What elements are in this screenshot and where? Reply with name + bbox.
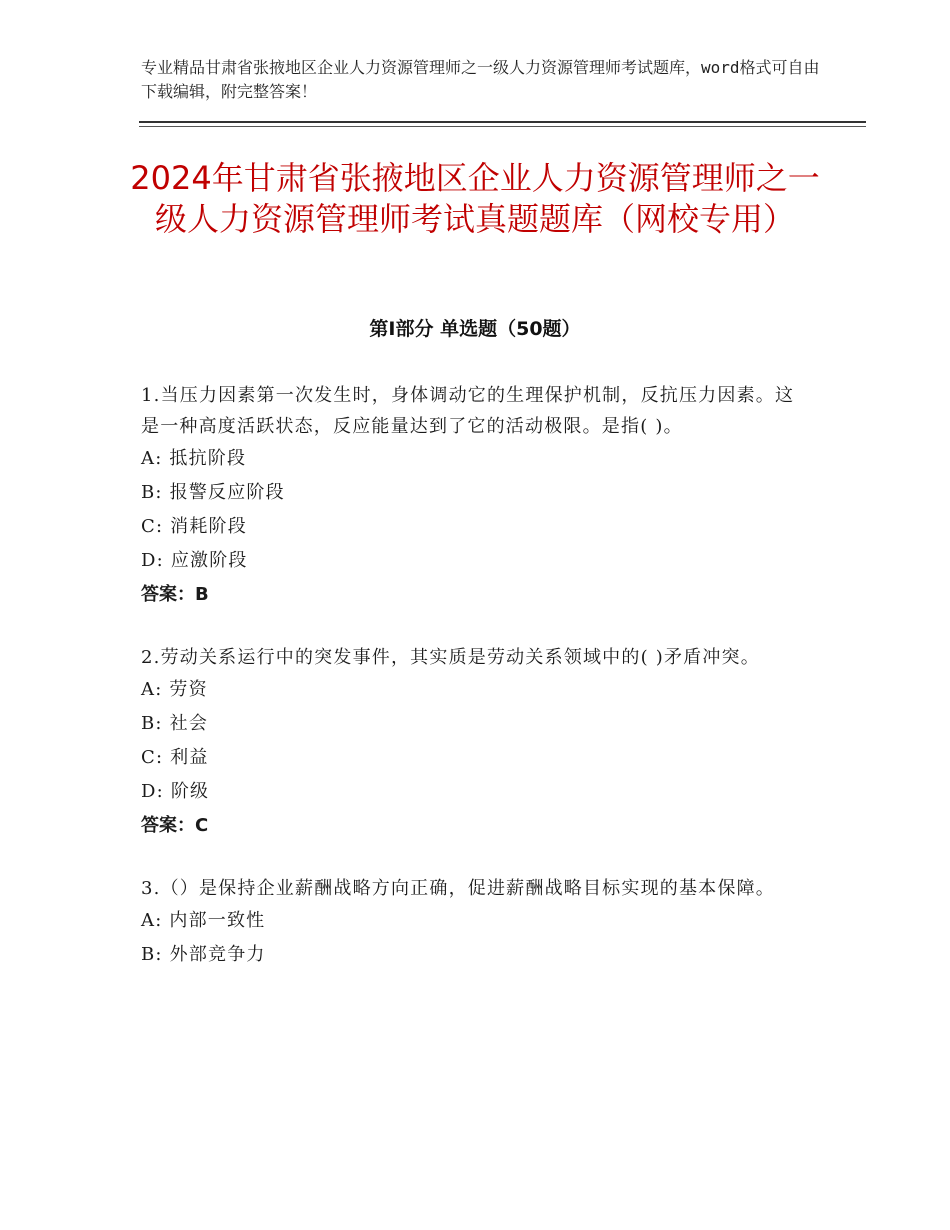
section-heading: 第Ⅰ部分 单选题（50题） (369, 318, 581, 340)
option-b: B: 外部竞争力 (141, 944, 266, 965)
option-a: A: 抵抗阶段 (141, 448, 247, 469)
question-3 (141, 873, 813, 972)
answer: 答案：B (141, 584, 209, 605)
question-stem: 2.劳动关系运行中的突发事件，其实质是劳动关系领域中的( )矛盾冲突。 (141, 647, 760, 668)
document-header-note: 专业精品甘肃省张掖地区企业人力资源管理师之一级人力资源管理师考试题库，word格式可自由下载编辑，附完整答案！ (141, 58, 820, 101)
option-a: A: 内部一致性 (141, 910, 266, 931)
question-1 (141, 380, 813, 612)
option-d: D: 阶级 (141, 781, 210, 802)
answer: 答案：C (141, 815, 209, 836)
question-stem: 3.（）是保持企业薪酬战略方向正确，促进薪酬战略目标实现的基本保障。 (141, 878, 775, 899)
option-b: B: 报警反应阶段 (141, 482, 285, 503)
question-stem: 1.当压力因素第一次发生时，身体调动它的生理保护机制，反抗压力因素。这是一种高度活跃状态，反应能量达到了它的活动极限。是指( )。 (141, 385, 795, 437)
option-c: C: 利益 (141, 747, 209, 768)
option-d: D: 应激阶段 (141, 550, 248, 571)
header-divider-thin (139, 126, 866, 127)
question-2 (141, 642, 813, 843)
option-a: A: 劳资 (141, 679, 208, 700)
option-c: C: 消耗阶段 (141, 516, 247, 537)
header-divider-thick (139, 121, 866, 123)
question-list (141, 380, 813, 1002)
document-title: 2024年甘肃省张掖地区企业人力资源管理师之一级人力资源管理师考试真题题库（网校专用） (130, 159, 820, 238)
option-b: B: 社会 (141, 713, 209, 734)
